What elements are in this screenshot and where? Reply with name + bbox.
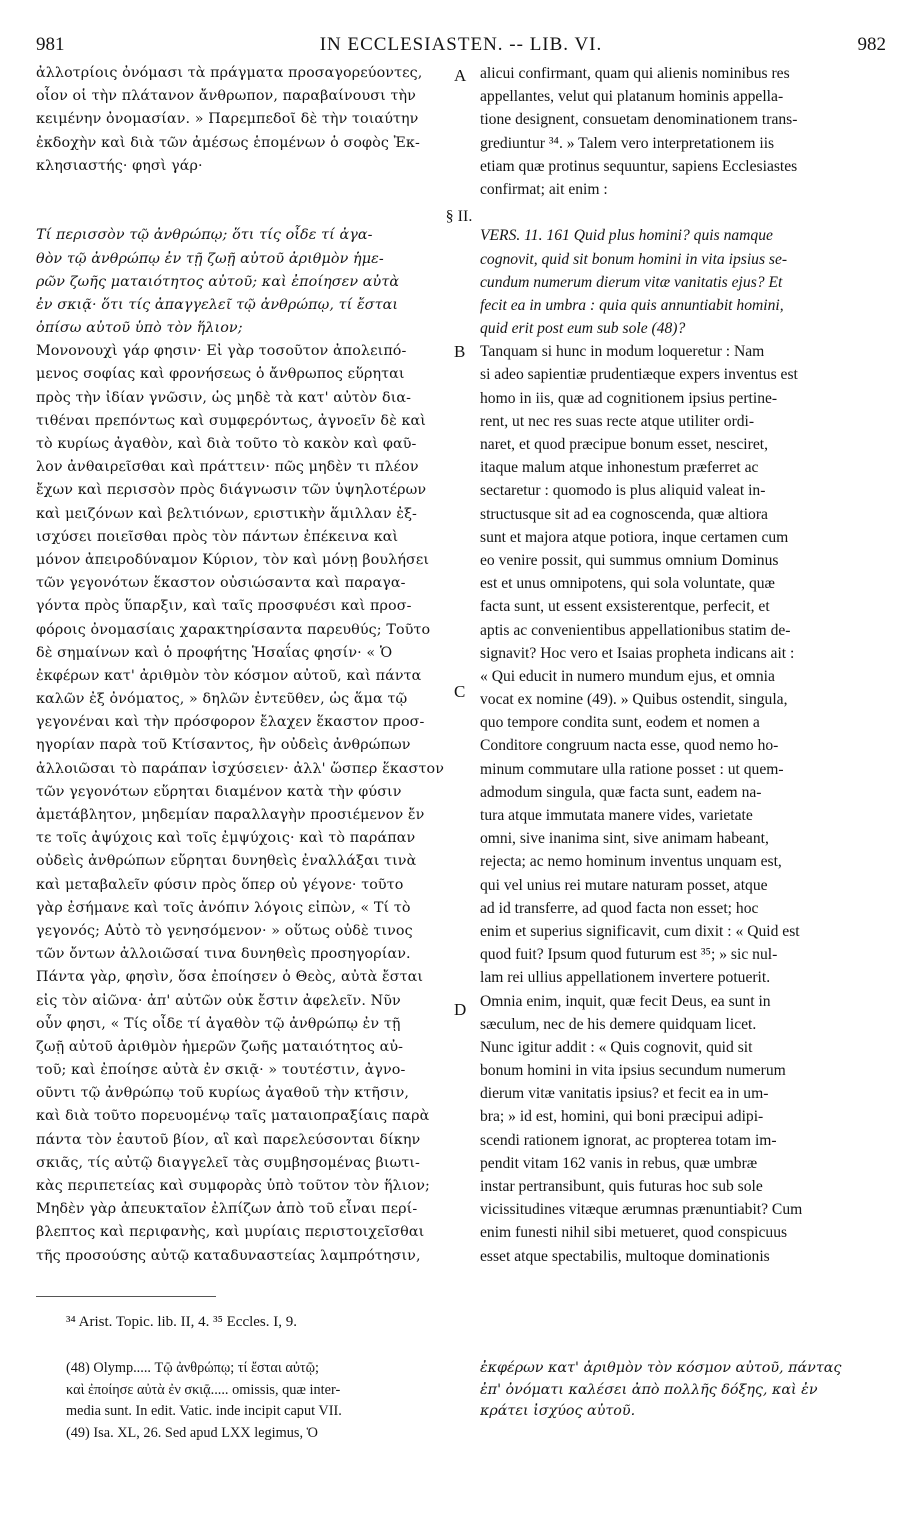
greek-text-line: οὖν φησι, « Τίς οἶδε τί ἀγαθὸν τῷ ἀνθρώπῳ ἐν τῇ	[36, 1015, 401, 1032]
margin-letter-a: A	[454, 66, 467, 85]
latin-text-line: quo tempore condita sunt, eodem et nomen a	[480, 714, 760, 732]
latin-text-line: cognovit, quid sit bonum homini in vita ipsius se-	[480, 250, 788, 268]
greek-text-line: ἐν σκιᾷ· ὅτι τίς ἀπαγγελεῖ τῷ ἀνθρώπῳ, τί ἔσται	[36, 296, 399, 313]
latin-text-line: bonum homini in vita ipsius secundum numerum	[480, 1062, 786, 1080]
note-line-right: κράτει ἰσχύος αὐτοῦ.	[480, 1403, 636, 1419]
latin-text-line: cundum numerum dierum vitæ vanitatis ejus? Et	[480, 273, 783, 291]
greek-text-line: οὐδεὶς ἀνθρώπων εὕρηται δυνηθεὶς ἐναλλάξαι τινὰ	[36, 853, 417, 870]
section-mark: § II.	[445, 208, 473, 225]
latin-text-line: scendi rationem ignorat, ac propterea totam im-	[480, 1131, 777, 1149]
greek-text-line: ζωῇ αὐτοῦ ἀριθμὸν ἡμερῶν ζωῆς ματαιότητος αὐ-	[36, 1038, 404, 1055]
latin-text-line: enim et superius significavit, cum dixit : « Quid est	[480, 922, 800, 940]
page-number-left: 981	[36, 34, 65, 55]
footnote-references: ³⁴ Arist. Topic. lib. II, 4. ³⁵ Eccles. I, 9.	[66, 1314, 298, 1330]
latin-text-line: Omnia enim, inquit, quæ fecit Deus, ea sunt in	[480, 992, 771, 1010]
greek-text-line: ηγορίαν παρὰ τοῦ Κτίσαντος, ἣν οὐδεὶς ἀνθρώπων	[36, 737, 411, 754]
greek-text-line: Μηδὲν γὰρ ἀπευκταῖον ἐλπίζων ἀπὸ τοῦ εἶναι περί-	[36, 1201, 418, 1218]
latin-text-line: itaque malum atque inhonestum præferret ac	[480, 459, 759, 477]
greek-text-line: ἔχων καὶ περισσὸν πρὸς διάγνωσιν τῶν ὑψηλοτέρων	[36, 482, 427, 499]
latin-text-line: naret, et quod præcipue bonum esset, nesciret,	[480, 436, 768, 453]
latin-text-line: Tanquam si hunc in modum loqueretur : Nam	[480, 343, 765, 361]
greek-text-line: κλησιαστής· φησὶ γάρ·	[36, 157, 203, 174]
margin-letter-b: B	[454, 342, 466, 361]
greek-text-line: τιθέναι πρεπόντως καὶ συμφερόντως, ἀγνοεῖν δὲ καὶ	[36, 412, 426, 429]
latin-text-line: sæculum, nec de his demere quidquam licet.	[480, 1015, 757, 1033]
greek-text-line: πρὸς τὴν ἰδίαν γνῶσιν, ὡς μηδὲ τὰ κατ' αὐτὸν δια-	[36, 389, 412, 406]
latin-text-line: esset atque spectabilis, multoque dominationis	[480, 1247, 770, 1265]
greek-text-line	[36, 201, 456, 224]
latin-text-line: enim funesti nihil sibi metueret, quod conspicuus	[480, 1224, 788, 1242]
latin-text-line: qui vel unius rei mutare naturam posset, atque	[480, 876, 768, 894]
latin-text-line: Nunc igitur addit : « Quis cognovit, quid sit	[480, 1038, 753, 1056]
greek-text-line: γόντα πρὸς ὕπαρξιν, καὶ ταῖς προσφυέσι καὶ προσ-	[36, 598, 412, 615]
latin-text-line: grediuntur ³⁴. » Talem vero interpretationem iis	[480, 134, 775, 152]
latin-text-line: dierum vitæ vanitatis ipsius? et fecit ea in um-	[480, 1085, 769, 1103]
latin-text-line: ad id transferre, ad quod facta non esset; hoc	[480, 899, 759, 917]
greek-text-line: Τί περισσὸν τῷ ἀνθρώπῳ; ὅτι τίς οἶδε τί ἀγα-	[36, 227, 373, 244]
margin-letter-c: C	[454, 682, 466, 701]
latin-text-line: facta sunt, ut essent exsisterentque, perfecit, et	[480, 598, 770, 616]
note-line-right: ἐκφέρων κατ' ἀριθμὸν τὸν κόσμον αὐτοῦ, πάντας	[480, 1360, 842, 1376]
greek-column	[36, 62, 456, 1268]
greek-text-line: τε τοῖς ἀψύχοις καὶ τοῖς ἐμψύχοις· καὶ τὸ παράπαν	[36, 830, 416, 847]
latin-text-line: quod fuit? Ipsum quod futurum est ³⁵; » sic nul-	[480, 946, 778, 964]
greek-text-line: τῆς προσούσης αὐτῷ καταδυναστείας λαμπρότησιν,	[36, 1247, 421, 1264]
latin-text-line: structusque sit ad ea cognoscenda, quæ altiora	[480, 505, 768, 523]
latin-text-line: etiam quæ protinus sequuntur, sapiens Ecclesiastes	[480, 157, 798, 175]
latin-text-line: signavit? Hoc vero et Isaias propheta indicans ait :	[480, 644, 795, 662]
greek-text-line: ἀλλοιῶσαι τὸ παράπαν ἰσχύσειεν· ἀλλ' ὥσπερ ἕκαστον	[36, 760, 444, 777]
greek-text-line: σκιᾶς, τίς αὐτῷ διαγγελεῖ τὰς συμβησομένας βιωτι-	[36, 1154, 420, 1171]
latin-text-line: vocat ex nomine (49). » Quibus ostendit, singula,	[480, 691, 788, 709]
latin-text-line: « Qui educit in numero mundum ejus, et omnia	[480, 667, 775, 685]
latin-text-line: si adeo sapientiæ prudentiæque expers inventus est	[480, 366, 798, 384]
greek-text-line: τῶν ὄντων ἀλλοιῶσαί τινα δυνηθεὶς προσηγορίαν.	[36, 946, 411, 963]
greek-text-line: λον ἀνθαιρεῖσθαι καὶ πράττειν· πῶς μηδὲν τι πλέον	[36, 459, 419, 476]
latin-text-line: sectaretur : quomodo is plus aliquid valeat in-	[480, 482, 766, 500]
greek-text-line: ρῶν ζωῆς ματαιότητος αὐτοῦ; καὶ ἐποίησεν αὐτὰ	[36, 273, 400, 290]
latin-text-line: appellantes, velut qui platanum hominis appella-	[480, 88, 784, 106]
greek-text-line: εἰς τὸν αἰῶνα· ἀπ' αὐτῶν οὐκ ἔστιν ἀφελεῖν. Νῦν	[36, 992, 401, 1009]
note-line-left: media sunt. In edit. Vatic. inde incipit caput VII.	[66, 1403, 342, 1419]
greek-text-line: οῦντι τῷ ἀνθρώπῳ τοῦ κυρίως ἀγαθοῦ τὴν κτῆσιν,	[36, 1085, 410, 1102]
greek-text-line: καὶ μειζόνων καὶ βελτιόνων, εριστικὴν ἅμιλλαν ἐξ-	[36, 505, 417, 522]
greek-text-line: πάντα τὸν ἑαυτοῦ βίον, αἳ καὶ παρελεύσονται δίκην	[36, 1131, 421, 1148]
latin-text-line	[480, 201, 882, 224]
greek-text-line: γὰρ ἐσήμανε καὶ τοῖς ἀνόπιν λόγοις εἰπὼν, « Τί τὸ	[36, 899, 411, 916]
greek-text-line: ἐκφέρων κατ' ἀριθμὸν τὸν κόσμον αὐτοῦ, καὶ πάντα	[36, 667, 422, 684]
note-line-right: ἐπ' ὀνόματι καλέσει ἀπὸ πολλῆς δόξης, καὶ ἐν	[480, 1381, 818, 1398]
greek-text-line: τῶν γεγονότων ἕκαστον οὐσιώσαντα καὶ παραγα-	[36, 575, 406, 592]
greek-text-line: κὰς περιπετείας καὶ συμφορὰς ὑπὸ τοῦτον τὸν ἥλιον;	[36, 1178, 430, 1194]
latin-text-line: admodum singula, quæ facta sunt, eadem na-	[480, 783, 762, 801]
greek-text-line: ἐκδοχὴν καὶ διὰ τῶν ἀμέσως ἑπομένων ὁ σοφὸς Ἐκ-	[36, 134, 420, 151]
latin-text-line: aptis ac convenientibus appellationibus statim de-	[480, 621, 791, 639]
greek-text-line: θὸν τῷ ἀνθρώπῳ ἐν τῇ ζωῇ αὐτοῦ ἀριθμὸν ἡμε-	[36, 250, 384, 267]
greek-text-line: ἀμετάβλητον, μηδεμίαν παραλλαγὴν προσιέμενον ἔν	[36, 807, 425, 823]
latin-text-line: eo venire possit, qui summus omnium Dominus	[480, 551, 779, 569]
latin-text-line: confirmat; ait enim :	[480, 180, 608, 198]
greek-text-line: καὶ διὰ τοῦτο πορευομένῳ ταῖς ματαιοπραξίαις παρὰ	[36, 1108, 430, 1125]
greek-text-line: μόνον ἀπειροδύναμον Κύριον, τὸν καὶ μόνῃ βουλήσει	[36, 551, 430, 568]
latin-text-line: vicissitudines vitæque ærumnas prænuntiabit? Cum	[480, 1201, 803, 1219]
latin-text-line: tione designent, consuetam denominationem trans-	[480, 111, 798, 129]
margin-letter-d: D	[454, 1000, 467, 1019]
greek-text-line	[36, 178, 456, 201]
greek-text-line: Πάντα γὰρ, φησὶν, ὅσα ἐποίησεν ὁ Θεὸς, αὐτὰ ἔσται	[36, 969, 424, 986]
latin-text-line: pendit vitam 162 vanis in rebus, quæ umbræ	[480, 1154, 758, 1172]
greek-text-line: καλῶν ἐξ ὀνόματος, » δηλῶν ἐντεῦθεν, ὡς ἅμα τῷ	[36, 691, 408, 708]
latin-text-line: omni, sive inanima sint, sive animam habeant,	[480, 830, 769, 848]
latin-text-line: sunt et majora atque potiora, inque certamen cum	[480, 528, 789, 546]
latin-text-line: rent, ut nec res suas recte atque utiliter ordi-	[480, 412, 755, 430]
greek-text-line: κειμένην ὀνομασίαν. » Παρεμπεδοῖ δὲ τὴν τοιαύτην	[36, 111, 419, 128]
latin-text-line: quid erit post eum sub sole (48)?	[480, 320, 686, 338]
greek-text-line: ισχύσει ποιεῖσθαι πρὸς τὸν πάντων ἐπέκεινα καὶ	[36, 528, 399, 545]
running-title: IN ECCLESIASTEN. -- LIB. VI.	[319, 34, 603, 55]
greek-text-line: γεγονέναι καὶ τὴν πρόσφορον ἔλαχεν ἕκαστον προσ-	[36, 714, 425, 731]
greek-text-line: Μονονουχὶ γάρ φησιν· Εἰ γὰρ τοσοῦτον ἀπολειπό-	[36, 343, 407, 360]
greek-text-line: τὸ κυρίως ἀγαθὸν, καὶ διὰ τοῦτο τὸ κακὸν καὶ φαῦ-	[36, 436, 417, 452]
footnote-rule	[36, 1296, 216, 1297]
greek-text-line: τῶν γεγονότων εὕρηται διαμένον κατὰ τὴν φύσιν	[36, 783, 402, 800]
latin-text-line: alicui confirmant, quam qui alienis nominibus res	[480, 65, 790, 82]
latin-text-line: Conditore congruum nacta esse, quod nemo ho-	[480, 737, 779, 755]
note-line-left: (48) Olymp..... Τῷ ἀνθρώπῳ; τί ἔσται αὐτῷ;	[66, 1360, 320, 1376]
note-line-left: καὶ ἐποίησε αὐτὰ ἐν σκιᾷ..... omissis, quæ inter-	[66, 1381, 341, 1398]
greek-text-line: φόροις ὀνομασίαις χαρακτηρίσαντα παρευθύς; Τοῦτο	[36, 621, 431, 638]
greek-text-line: ἀλλοτρίοις ὀνόμασι τὰ πράγματα προσαγορεύοντες,	[36, 65, 423, 81]
greek-text-line: τοῦ; καὶ ἐποίησε αὐτὰ ἐν σκιᾷ· » τουτέστιν, ἀγνο-	[36, 1062, 406, 1079]
greek-text-line: γεγονός; Αὐτὸ τὸ γενησόμενον· » οὕτως οὐδὲ τινος	[36, 922, 413, 939]
latin-text-line: est et unus omnipotens, qui sola voluntate, quæ	[480, 575, 775, 593]
editor-notes-right	[480, 1358, 882, 1423]
greek-text-line: οἷον οἱ τὴν πλάτανον ἄνθρωπον, παραβαίνουσι τὴν	[36, 88, 416, 105]
greek-text-line: καὶ μεταβαλεῖν φύσιν πρὸς ὅπερ οὐ γέγονε· τοῦτο	[36, 876, 404, 893]
latin-text-line: minum commutare ulla ratione posset : ut quem-	[480, 760, 784, 778]
latin-text-line: lam rei ullius appellationem invertere potuerit.	[480, 969, 771, 987]
page-number-right: 982	[857, 34, 886, 55]
running-header	[36, 34, 886, 58]
latin-column	[480, 62, 882, 1268]
latin-text-line: VERS. 11. 161 Quid plus homini? quis namque	[480, 227, 773, 245]
latin-text-line: instar pertransibunt, quis futuras hoc sub sole	[480, 1178, 763, 1195]
greek-text-line: ὀπίσω αὐτοῦ ὑπὸ τὸν ἥλιον;	[36, 320, 243, 337]
latin-text-line: homo in iis, quæ ad cognitionem ipsius pertine-	[480, 389, 778, 407]
note-line-left: (49) Isa. XL, 26. Sed apud LXX legimus, Ὁ	[66, 1424, 318, 1441]
latin-text-line: tura atque immutata manere vides, varietate	[480, 807, 753, 824]
greek-text-line: βλεπτος καὶ περιφανὴς, καὶ μυρίαις περιστοιχεῖσθαι	[36, 1224, 425, 1241]
greek-text-line: μενος σοφίας καὶ φρονήσεως ὁ ἄνθρωπος εὕρηται	[36, 366, 405, 383]
greek-text-line: δὲ σημαίνων καὶ ὁ προφήτης Ἡσαΐας φησίν· « Ὁ	[36, 644, 393, 661]
latin-text-line: rejecta; ac nemo hominum inventus unquam est,	[480, 853, 782, 871]
editor-notes-left	[66, 1358, 468, 1444]
latin-text-line: fecit ea in umbra : quia quis annuntiabit homini,	[480, 296, 784, 314]
latin-text-line: bra; » id est, homini, qui boni præcipui adipi-	[480, 1108, 764, 1126]
